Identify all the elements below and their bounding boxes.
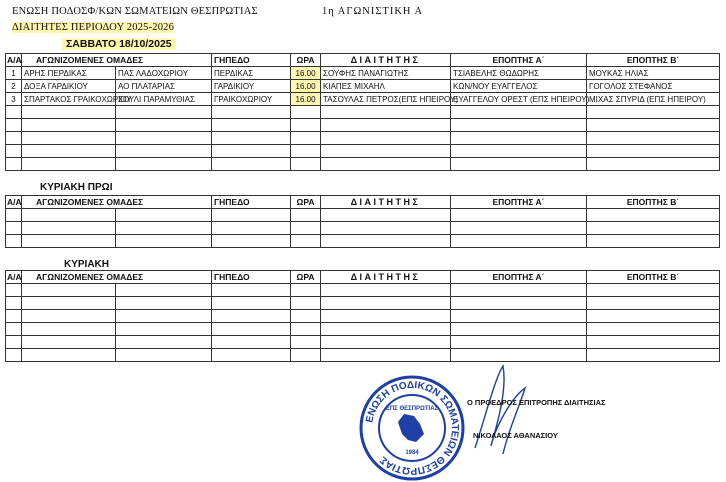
table-row-empty bbox=[6, 209, 720, 222]
saturday-schedule-table bbox=[5, 53, 720, 171]
col-observer-a: ΕΠΟΠΤΗΣ Α΄ bbox=[451, 271, 587, 284]
table-row-empty bbox=[6, 297, 720, 310]
col-observer-b: ΕΠΟΠΤΗΣ Β΄ bbox=[587, 271, 720, 284]
col-observer-a: ΕΠΟΠΤΗΣ Α΄ bbox=[451, 54, 587, 67]
sunday-morning-title: ΚΥΡΙΑΚΗ ΠΡΩΙ bbox=[40, 182, 113, 193]
signature-icon bbox=[455, 358, 545, 466]
observer-a: ΚΩΝ/ΝΟΥ ΕΥΑΓΓΕΛΟΣ bbox=[451, 80, 587, 93]
president-title: Ο ΠΡΟΕΔΡΟΣ ΕΠΙΤΡΟΠΗΣ ΔΙΑΙΤΗΣΙΑΣ bbox=[467, 398, 606, 407]
referee: ΣΟΥΦΗΣ ΠΑΝΑΓΙΩΤΗΣ bbox=[321, 67, 451, 80]
table-header-row bbox=[6, 54, 720, 67]
table-row-empty bbox=[6, 310, 720, 323]
table-row-empty bbox=[6, 323, 720, 336]
col-referee: ΔΙΑΙΤΗΤΗΣ bbox=[321, 196, 451, 209]
sunday-title: ΚΥΡΙΑΚΗ bbox=[64, 259, 110, 270]
match-number: 1 bbox=[6, 67, 22, 80]
away-team: ΣΟΥΛΙ ΠΑΡΑΜΥΘΙΑΣ bbox=[116, 93, 212, 106]
home-team: ΣΠΑΡΤΑΚΟΣ ΓΡΑΙΚΟΧΩΡΙΟΥ bbox=[22, 93, 116, 106]
table-row-empty bbox=[6, 145, 720, 158]
col-aa: Α/Α bbox=[7, 196, 22, 207]
table-row-empty bbox=[6, 336, 720, 349]
col-ground: ΓΗΠΕΔΟ bbox=[212, 271, 291, 284]
table-header-row bbox=[6, 271, 720, 284]
col-teams: ΑΓΩΝΙΖΟΜΕΝΕΣ ΟΜΑΔΕΣ bbox=[22, 54, 212, 67]
table-row-empty bbox=[6, 222, 720, 235]
observer-b: ΓΟΓΟΛΟΣ ΣΤΕΦΑΝΟΣ bbox=[587, 80, 720, 93]
col-aa: Α/Α bbox=[7, 271, 22, 282]
match-number: 3 bbox=[6, 93, 22, 106]
division-title: 1η ΑΓΩΝΙΣΤΙΚΗ Α bbox=[322, 6, 424, 17]
col-teams: ΑΓΩΝΙΖΟΜΕΝΕΣ ΟΜΑΔΕΣ bbox=[22, 271, 212, 284]
season-title: ΔΙΑΙΤΗΤΕΣ ΠΕΡΙΟΔΟΥ 2025-2026 bbox=[12, 22, 175, 33]
kickoff-time: 16.00 bbox=[291, 93, 321, 106]
observer-b: ΜΙΧΑΣ ΣΠΥΡΙΔ (ΕΠΣ ΗΠΕΙΡΟΥ) bbox=[587, 93, 720, 106]
ground: ΠΕΡΔΙΚΑΣ bbox=[212, 67, 291, 80]
col-referee: ΔΙΑΙΤΗΤΗΣ bbox=[321, 271, 451, 284]
col-observer-b: ΕΠΟΠΤΗΣ Β΄ bbox=[587, 196, 720, 209]
table-row bbox=[6, 93, 720, 106]
match-date: ΣΑΒΒΑΤΟ 18/10/2025 bbox=[62, 38, 176, 50]
table-row-empty bbox=[6, 235, 720, 248]
referee: ΚΙΑΠΕΣ ΜΙΧΑΗΛ bbox=[321, 80, 451, 93]
seal-ring-text: ΕΝΩΣΗ ΠΟΔΙΚΩΝ ΣΩΜΑΤΕΙΩΝ ΘΕΣΠΡΩΤΙΑΣ bbox=[364, 379, 461, 477]
col-ground: ΓΗΠΕΔΟ bbox=[212, 54, 291, 67]
col-aa: Α/Α bbox=[7, 54, 22, 65]
col-observer-b: ΕΠΟΠΤΗΣ Β΄ bbox=[587, 54, 720, 67]
table-header-row bbox=[6, 196, 720, 209]
observer-a: ΕΥΑΓΓΕΛΟΥ ΟΡΕΣΤ (ΕΠΣ ΗΠΕΙΡΟΥ) bbox=[451, 93, 587, 106]
org-title: ΕΝΩΣΗ ΠΟΔΟΣΦ/ΚΩΝ ΣΩΜΑΤΕΙΩΝ ΘΕΣΠΡΩΤΙΑΣ bbox=[12, 6, 258, 17]
sunday-schedule-table bbox=[5, 270, 720, 362]
home-team: ΑΡΗΣ ΠΕΡΔΙΚΑΣ bbox=[22, 67, 116, 80]
observer-b: ΜΟΥΚΑΣ ΗΛΙΑΣ bbox=[587, 67, 720, 80]
home-team: ΔΟΞΑ ΓΑΡΔΙΚΙΟΥ bbox=[22, 80, 116, 93]
seal-inner-text: ΕΠΣ ΘΕΣΠΡΩΤΙΑΣ bbox=[385, 406, 439, 412]
table-row-empty bbox=[6, 158, 720, 171]
official-seal-icon bbox=[358, 374, 466, 482]
col-time: ΩΡΑ bbox=[291, 54, 321, 67]
col-teams: ΑΓΩΝΙΖΟΜΕΝΕΣ ΟΜΑΔΕΣ bbox=[22, 196, 212, 209]
table-row-empty bbox=[6, 349, 720, 362]
seal-graphic bbox=[361, 377, 463, 479]
col-ground: ΓΗΠΕΔΟ bbox=[212, 196, 291, 209]
table-row-empty bbox=[6, 119, 720, 132]
away-team: ΠΑΣ ΛΑΔΟΧΩΡΙΟΥ bbox=[116, 67, 212, 80]
match-number: 2 bbox=[6, 80, 22, 93]
away-team: ΑΟ ΠΛΑΤΑΡΙΑΣ bbox=[116, 80, 212, 93]
observer-a: ΤΣΙΑΒΕΛΗΣ ΘΩΔΩΡΗΣ bbox=[451, 67, 587, 80]
col-observer-a: ΕΠΟΠΤΗΣ Α΄ bbox=[451, 196, 587, 209]
col-referee: ΔΙΑΙΤΗΤΗΣ bbox=[321, 54, 451, 67]
table-row bbox=[6, 67, 720, 80]
ground: ΓΡΑΙΚΟΧΩΡΙΟΥ bbox=[212, 93, 291, 106]
table-row bbox=[6, 80, 720, 93]
ground: ΓΑΡΔΙΚΙΟΥ bbox=[212, 80, 291, 93]
kickoff-time: 16.00 bbox=[291, 80, 321, 93]
seal-year: 1984 bbox=[405, 450, 419, 456]
table-row-empty bbox=[6, 106, 720, 119]
referee: ΤΑΣΟΥΛΑΣ ΠΕΤΡΟΣ(ΕΠΣ ΗΠΕΙΡΟΥ) bbox=[321, 93, 451, 106]
table-row-empty bbox=[6, 284, 720, 297]
kickoff-time: 16.00 bbox=[291, 67, 321, 80]
president-name: ΝΙΚΟΛΑΟΣ ΑΘΑΝΑΣΙΟΥ bbox=[473, 431, 558, 440]
col-time: ΩΡΑ bbox=[291, 271, 321, 284]
sunday-morning-schedule-table bbox=[5, 195, 720, 248]
table-row-empty bbox=[6, 132, 720, 145]
col-time: ΩΡΑ bbox=[291, 196, 321, 209]
